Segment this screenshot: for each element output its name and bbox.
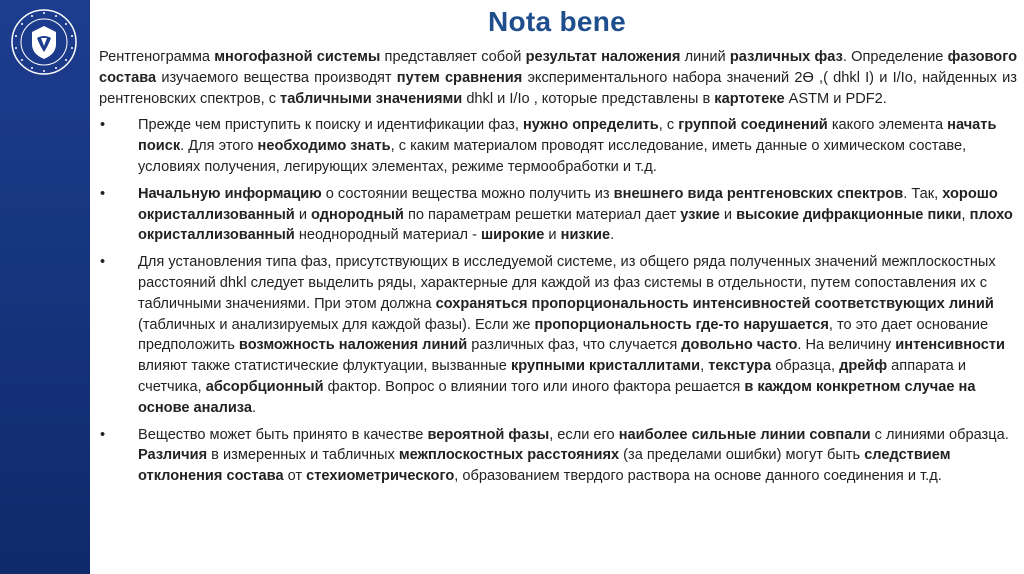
bold-text-segment: нужно определить bbox=[522, 117, 659, 134]
bold-text-segment: довольно часто bbox=[681, 337, 798, 354]
bold-text-segment: стехиометрического bbox=[306, 468, 455, 485]
bullet-item bbox=[99, 184, 1017, 246]
text-segment: , с каким материалом проводят исследование, иметь данные о химическом составе, условиях получения, легирующих элементах, режиме термообработки и т.д. bbox=[138, 138, 967, 175]
bold-text-segment: вероятной фазы bbox=[427, 426, 550, 443]
text-segment: фактор. Вопрос о влиянии того или иного фактора решается bbox=[323, 378, 745, 395]
bold-text-segment: в каждом конкретном случае на основе анализа bbox=[138, 378, 976, 416]
bold-text-segment: начать поиск bbox=[138, 117, 997, 155]
text-segment: . Для этого bbox=[180, 138, 258, 155]
bold-text-segment: узкие bbox=[680, 206, 720, 223]
bullet-marker: • bbox=[100, 254, 106, 271]
bold-text-segment: возможность наложения линий bbox=[238, 337, 468, 354]
bold-text-segment: группой соединений bbox=[678, 117, 828, 134]
intro-paragraph bbox=[99, 47, 1017, 109]
text-segment: , с bbox=[658, 117, 679, 134]
text-segment: . bbox=[610, 227, 615, 244]
text-segment: от bbox=[283, 468, 307, 485]
text-segment: Рентгенограмма bbox=[99, 49, 215, 65]
bold-text-segment: сохраняться пропорциональность интенсивностей соответствующих линий bbox=[435, 295, 994, 312]
text-segment: различных фаз, что случается bbox=[467, 337, 682, 354]
text-segment: . bbox=[252, 399, 257, 416]
text-segment: , bbox=[700, 358, 709, 375]
text-segment: . На величину bbox=[797, 337, 896, 354]
bullet-item bbox=[99, 252, 1017, 418]
slide-title: Nota bene bbox=[487, 6, 627, 37]
bold-text-segment: необходимо знать bbox=[257, 138, 391, 155]
text-segment: с линиями образца. bbox=[870, 426, 1009, 443]
bold-text-segment: межплоскостных расстояниях bbox=[398, 447, 620, 464]
bold-text-segment: внешнего вида рентгеновских спектров bbox=[613, 185, 904, 202]
bold-text-segment: картотеке bbox=[714, 90, 785, 107]
text-segment: (табличных и анализируемых для каждой фазы). Если же bbox=[138, 316, 535, 333]
bold-text-segment: однородный bbox=[311, 206, 404, 223]
bold-text-segment: табличными значениями bbox=[280, 90, 463, 107]
text-segment: , bbox=[961, 206, 970, 223]
text-segment: , то это дает основание предположить bbox=[138, 316, 989, 354]
bullet-marker: • bbox=[100, 185, 106, 202]
text-segment: экспериментального набора значений 2ϴ ,( dhkl I) и I/Io, найденных из рентгеновских спектров, с bbox=[99, 69, 1017, 107]
bold-text-segment: результат наложения bbox=[525, 49, 681, 65]
bold-text-segment: наиболее сильные линии совпали bbox=[618, 426, 871, 443]
text-segment: по параметрам решетки материал дает bbox=[403, 206, 681, 223]
text-segment: . Определение bbox=[842, 49, 948, 65]
bold-text-segment: путем сравнения bbox=[396, 69, 523, 86]
bold-text-segment: многофазной системы bbox=[214, 49, 381, 65]
bold-text-segment: низкие bbox=[560, 227, 611, 244]
text-segment: неоднородный материал - bbox=[294, 227, 481, 244]
bullet-marker: • bbox=[100, 117, 106, 134]
text-segment: Для установления типа фаз, присутствующих в исследуемой системе, из общего ряда полученных значений межплоскостных расстояний dhkl следует выделить ряды, характерные для каждой из фаз системы в отдельности, путем сопоставления их с табличными значениями. При этом должна bbox=[138, 254, 996, 312]
bold-text-segment: фазового состава bbox=[99, 49, 1017, 86]
text-segment: Вещество может быть принято в качестве bbox=[138, 426, 428, 443]
text-segment: изучаемого вещества производят bbox=[156, 69, 397, 86]
text-segment: . Так, bbox=[903, 185, 943, 202]
bullet-item bbox=[99, 115, 1017, 177]
bold-text-segment: абсорбционный bbox=[205, 378, 324, 395]
bold-text-segment: высокие дифракционные пики bbox=[736, 206, 962, 223]
text-segment: аппарата и счетчика, bbox=[138, 358, 966, 395]
text-segment: в измеренных и табличных bbox=[207, 447, 399, 464]
bullet-text bbox=[138, 184, 1017, 246]
bold-text-segment: крупными кристаллитами bbox=[510, 358, 701, 375]
bold-text-segment: текстура bbox=[708, 358, 772, 375]
text-segment: о состоянии вещества можно получить из bbox=[321, 185, 614, 202]
text-segment: Прежде чем приступить к поиску и идентификации фаз, bbox=[138, 117, 523, 134]
bold-text-segment: интенсивности bbox=[895, 337, 1005, 354]
text-segment: и bbox=[294, 206, 312, 223]
sidebar-band bbox=[0, 0, 90, 574]
bold-text-segment: хорошо окристаллизованный bbox=[138, 185, 998, 223]
text-segment: представляет собой bbox=[380, 49, 526, 65]
bold-text-segment: следствием отклонения состава bbox=[138, 447, 951, 485]
bold-text-segment: плохо окристаллизованный bbox=[138, 206, 1013, 244]
text-segment: (за пределами ошибки) могут быть bbox=[619, 447, 865, 464]
text-segment: и bbox=[719, 206, 737, 223]
text-segment: dhkl и I/Io , которые представлены в bbox=[462, 90, 715, 107]
bold-text-segment: различных фаз bbox=[729, 49, 843, 65]
text-segment: образца, bbox=[771, 358, 840, 375]
text-segment: ASTM и PDF2. bbox=[784, 90, 887, 107]
text-segment: , если его bbox=[549, 426, 619, 443]
text-segment: влияют также статистические флуктуации, вызванные bbox=[138, 358, 511, 375]
text-segment: какого элемента bbox=[827, 117, 948, 134]
bullet-item bbox=[99, 425, 1017, 487]
text-segment: линий bbox=[680, 49, 730, 65]
bold-text-segment: Различия bbox=[138, 447, 208, 464]
bullet-text bbox=[138, 115, 1017, 177]
slide-body bbox=[99, 47, 1017, 493]
bold-text-segment: Начальную информацию bbox=[138, 185, 322, 202]
bold-text-segment: широкие bbox=[481, 227, 545, 244]
text-segment: и bbox=[544, 227, 561, 244]
bullet-text bbox=[138, 425, 1017, 487]
bullet-text bbox=[138, 252, 1017, 418]
bold-text-segment: пропорциональность где-то нарушается bbox=[534, 316, 829, 333]
bold-text-segment: дрейф bbox=[839, 358, 888, 375]
university-emblem-icon bbox=[10, 8, 78, 76]
bullet-marker: • bbox=[100, 426, 106, 443]
text-segment: , образованием твердого раствора на основе данного соединения и т.д. bbox=[454, 468, 942, 485]
